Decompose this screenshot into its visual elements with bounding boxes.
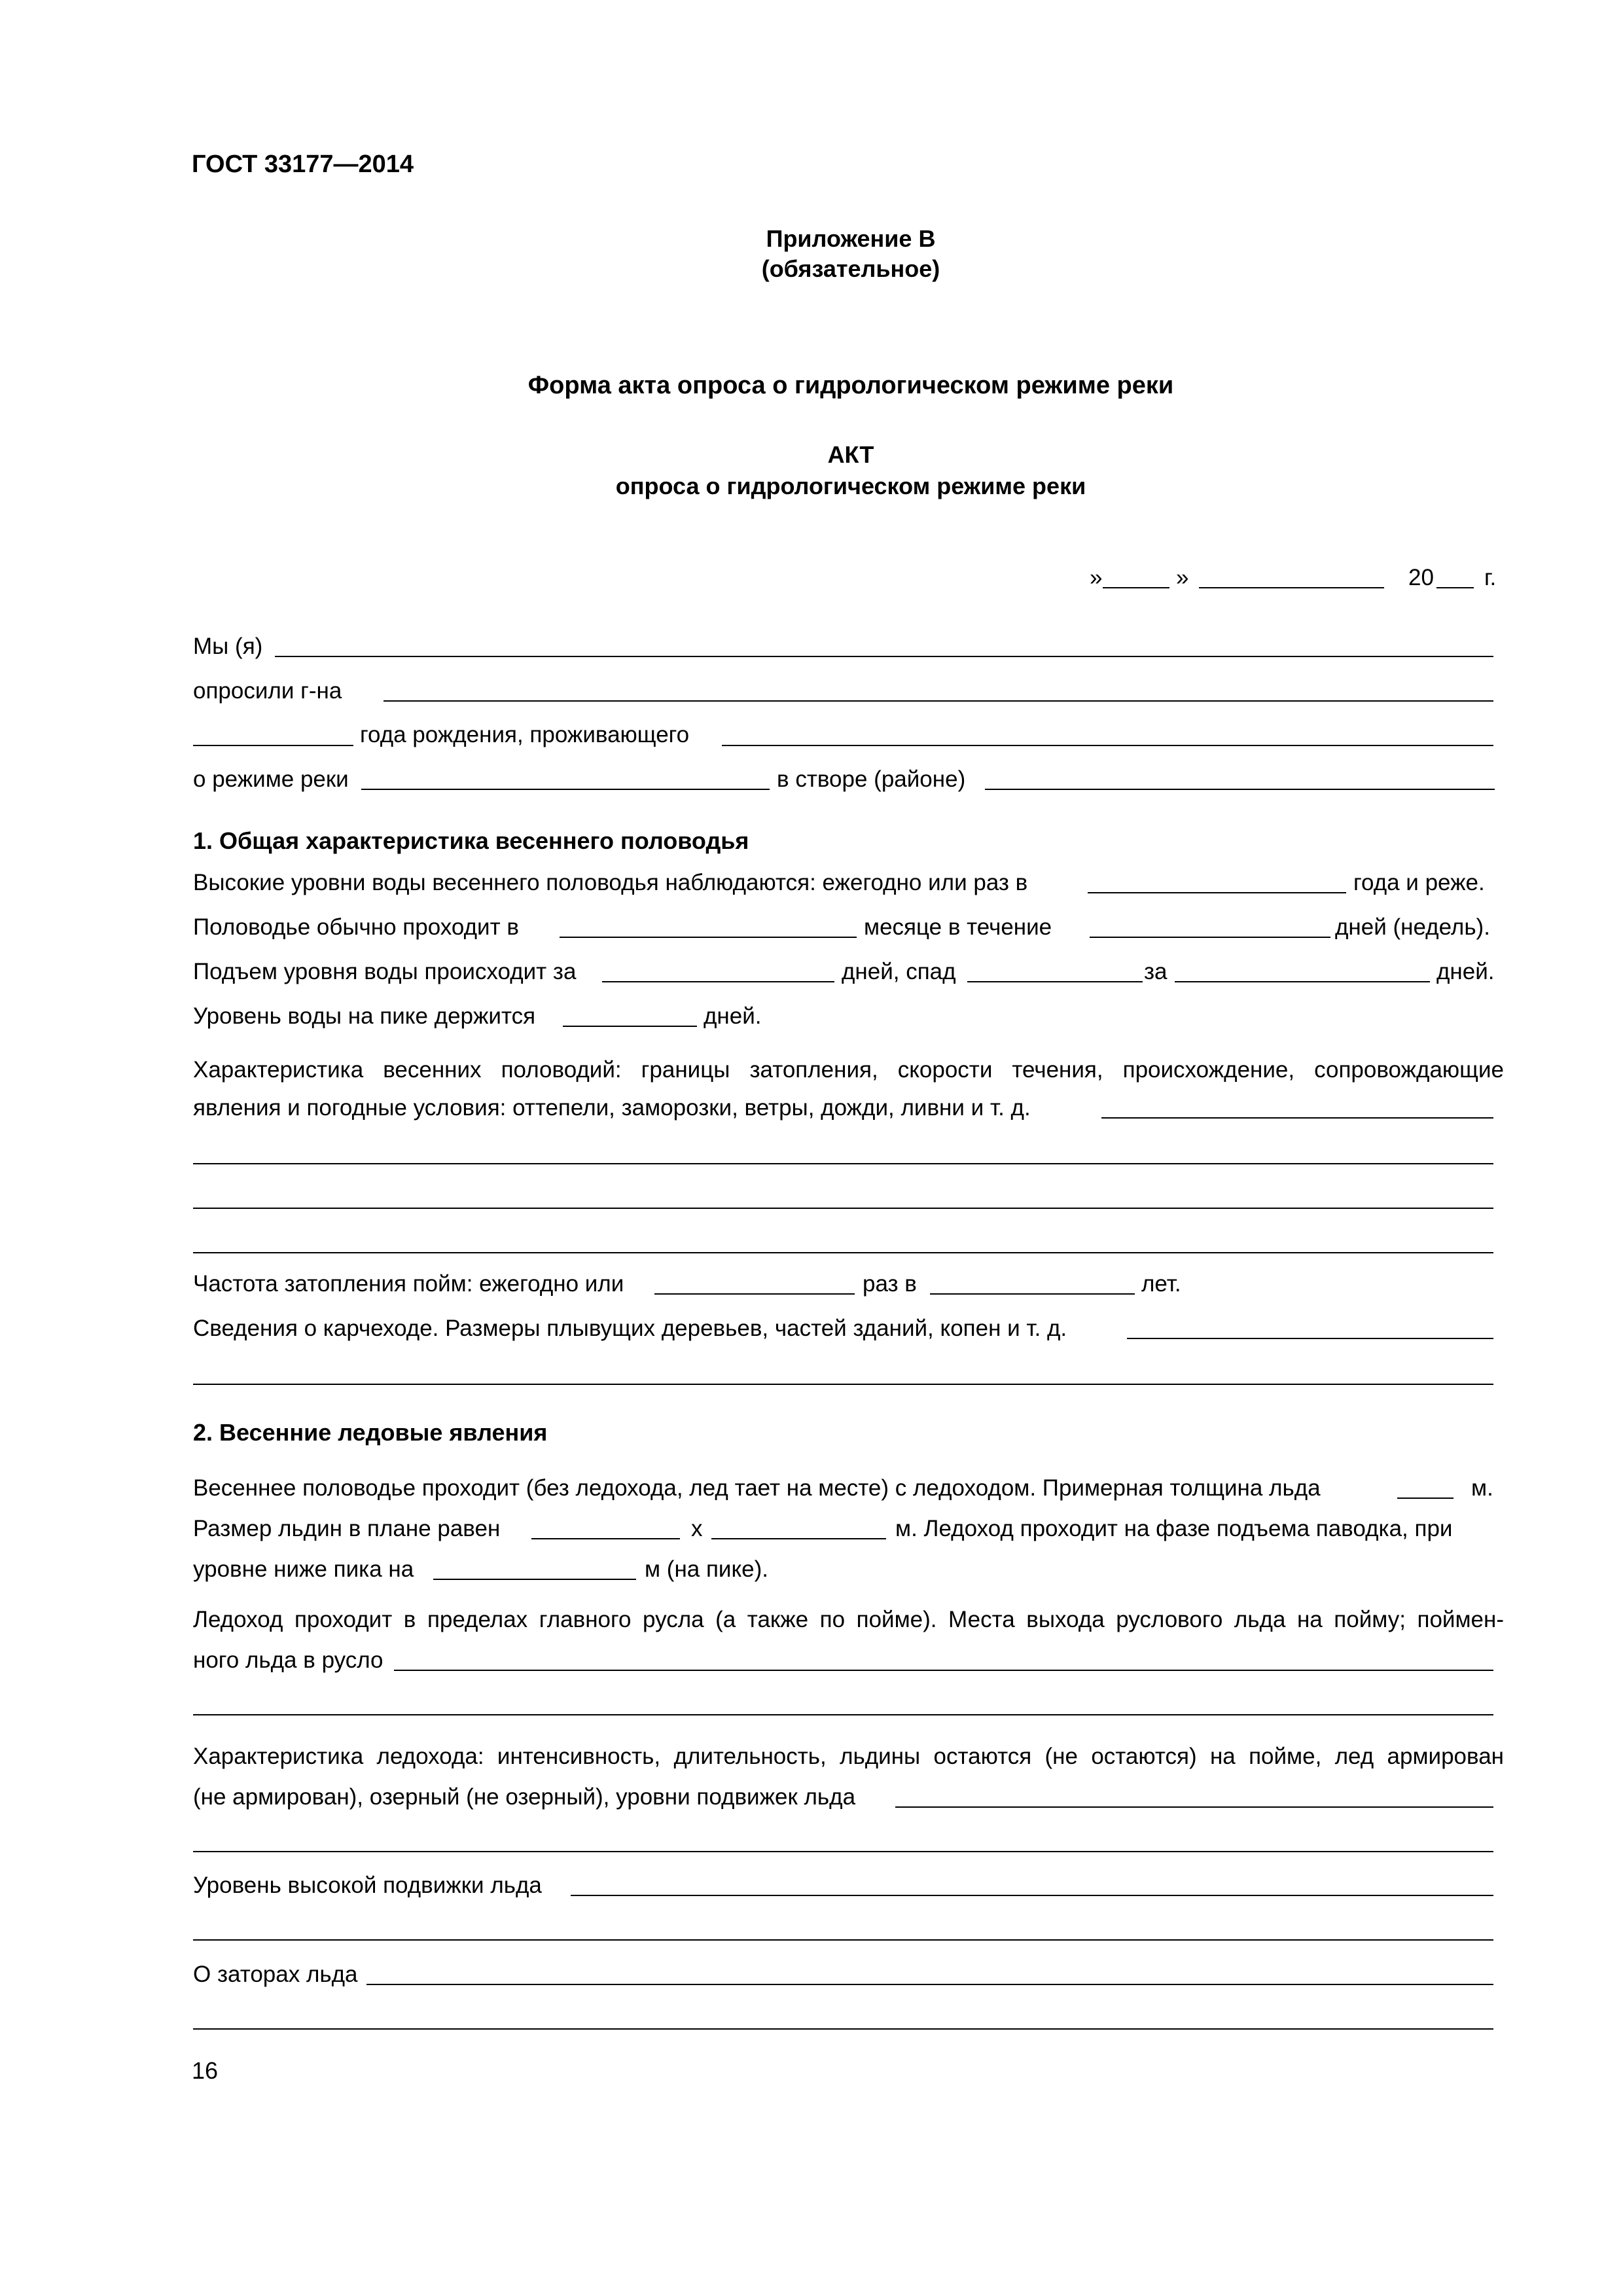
flood-during-text: месяце в течение [864, 914, 1052, 940]
fall-days-field[interactable] [1175, 981, 1430, 982]
asked-field[interactable] [383, 700, 1493, 702]
floodplain-years-field[interactable] [930, 1293, 1135, 1295]
ice-thickness-unit: м. [1471, 1475, 1493, 1501]
flood-characteristic-field-4[interactable] [193, 1252, 1493, 1253]
fall-field[interactable] [967, 981, 1143, 982]
flood-characteristic-field-2[interactable] [193, 1163, 1493, 1164]
appendix-title: Приложение В [766, 225, 936, 252]
flood-characteristic-line2: явления и погодные условия: оттепели, заморозки, ветры, дожди, ливни и т. д. [193, 1095, 1031, 1121]
ice-drift-text: Весеннее половодье проходит (без ледохода, лед тает на месте) с ледоходом. Примерная толщина льда [193, 1475, 1321, 1501]
ice-to-channel-field-2[interactable] [193, 1714, 1493, 1715]
date-year-prefix: 20 [1408, 565, 1434, 590]
floodplain-per-text: раз в [863, 1271, 917, 1297]
date-close-quote: » [1176, 565, 1189, 590]
act-title: АКТ [827, 441, 874, 468]
form-title: Форма акта опроса о гидрологическом режиме реки [527, 372, 1174, 399]
high-levels-text: Высокие уровни воды весеннего половодья наблюдаются: ежегодно или раз в [193, 870, 1028, 895]
birth-year-field[interactable] [193, 745, 353, 746]
high-shift-field-2[interactable] [193, 1939, 1493, 1941]
fall-days-suffix: дней. [1436, 959, 1495, 984]
fall-for-text: за [1144, 959, 1168, 984]
section-label: в створе (районе) [777, 766, 966, 792]
ice-jams-label: О заторах льда [193, 1962, 358, 1987]
flood-characteristic-line1: Характеристика весенних половодий: границы затопления, скорости течения, происхождение, сопровождающие [193, 1057, 1504, 1083]
river-field[interactable] [361, 789, 770, 790]
page-number: 16 [192, 2057, 219, 2084]
below-peak-suffix: м (на пике). [645, 1556, 769, 1582]
peak-days-suffix: дней. [704, 1003, 762, 1029]
we-field[interactable] [275, 656, 1493, 657]
floe-width-field[interactable] [711, 1538, 886, 1539]
high-levels-suffix: года и реже. [1353, 870, 1485, 895]
ice-drift-char-line2: (не армирован), озерный (не озерный), уровни подвижек льда [193, 1784, 856, 1810]
river-regime-label: о режиме реки [193, 766, 349, 792]
debris-field-2[interactable] [193, 1384, 1493, 1385]
act-subtitle: опроса о гидрологическом режиме реки [615, 473, 1086, 499]
ice-jams-field[interactable] [366, 1984, 1493, 1985]
floe-size-text: Размер льдин в плане равен [193, 1516, 501, 1541]
rise-days-field[interactable] [602, 981, 834, 982]
ice-drift-char-line1: Характеристика ледохода: интенсивность, длительность, льдины остаются (не остаются) на пойме, лед армирован [193, 1744, 1504, 1769]
section2-title: 2. Весенние ледовые явления [193, 1419, 548, 1446]
we-label: Мы (я) [193, 634, 263, 659]
section-field[interactable] [985, 789, 1495, 790]
debris-text: Сведения о карчеходе. Размеры плывущих деревьев, частей зданий, копен и т. д. [193, 1316, 1067, 1341]
below-peak-field[interactable] [433, 1579, 636, 1580]
date-year-suffix: г. [1484, 565, 1497, 590]
ice-drift-phase-text: м. Ледоход проходит на фазе подъема паводка, при [895, 1516, 1453, 1541]
date-month-field[interactable] [1199, 587, 1384, 588]
appendix-status: (обязательное) [761, 255, 940, 282]
ice-drift-bounds-line1: Ледоход проходит в пределах главного русла (а также по пойме). Места выхода руслового льда на пойму; поймен- [193, 1607, 1504, 1632]
flood-passes-text: Половодье обычно проходит в [193, 914, 519, 940]
high-shift-field[interactable] [571, 1895, 1493, 1896]
floodplain-years-suffix: лет. [1141, 1271, 1181, 1297]
date-day-field[interactable] [1103, 587, 1169, 588]
flood-characteristic-field-3[interactable] [193, 1208, 1493, 1209]
ice-drift-bounds-line2: ного льда в русло [193, 1647, 383, 1673]
section1-title: 1. Общая характеристика весеннего половодья [193, 827, 749, 854]
flood-month-field[interactable] [560, 937, 857, 938]
floodplain-text: Частота затопления пойм: ежегодно или [193, 1271, 624, 1297]
peak-days-field[interactable] [563, 1026, 697, 1027]
below-peak-text: уровне ниже пика на [193, 1556, 414, 1582]
standard-code: ГОСТ 33177—2014 [192, 151, 414, 178]
flood-days-suffix: дней (недель). [1335, 914, 1490, 940]
ice-shift-levels-field[interactable] [895, 1806, 1493, 1808]
ice-jams-field-2[interactable] [193, 2028, 1493, 2030]
fall-text: дней, спад [842, 959, 956, 984]
ice-shift-levels-field-2[interactable] [193, 1851, 1493, 1852]
debris-field[interactable] [1127, 1338, 1493, 1339]
floe-length-field[interactable] [531, 1538, 680, 1539]
born-label: года рождения, проживающего [360, 722, 690, 747]
asked-label: опросили г-на [193, 678, 342, 704]
rise-text: Подъем уровня воды происходит за [193, 959, 577, 984]
floe-size-separator: х [691, 1516, 703, 1541]
residence-field[interactable] [722, 745, 1493, 746]
ice-to-channel-field[interactable] [394, 1670, 1493, 1671]
ice-thickness-field[interactable] [1397, 1498, 1454, 1499]
flood-duration-field[interactable] [1090, 937, 1330, 938]
floodplain-times-field[interactable] [654, 1293, 855, 1295]
date-open-quote: » [1090, 565, 1103, 590]
high-levels-field[interactable] [1088, 892, 1346, 893]
date-year-field[interactable] [1436, 587, 1474, 588]
peak-text: Уровень воды на пике держится [193, 1003, 536, 1029]
high-shift-label: Уровень высокой подвижки льда [193, 1873, 542, 1898]
flood-characteristic-field[interactable] [1101, 1117, 1493, 1119]
